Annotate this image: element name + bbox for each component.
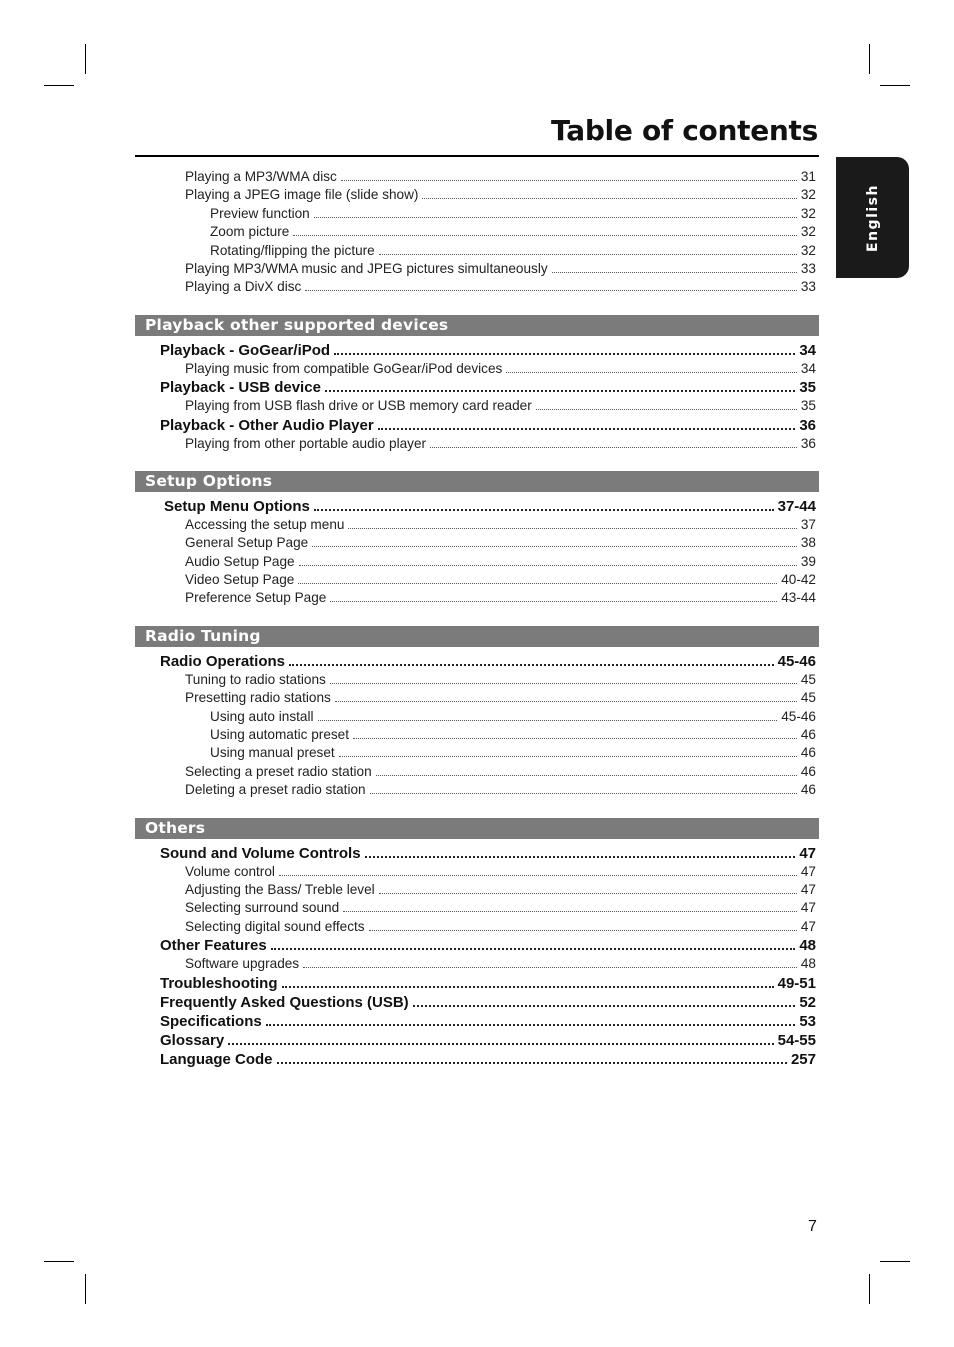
dot-leader [506,372,797,373]
toc-entry[interactable] [135,261,816,279]
toc-entry-label: Setup Menu Options [164,497,310,515]
toc-entry-label: Using manual preset [210,745,335,761]
toc-entry-page: 31 [800,169,816,184]
toc-entry-label: Selecting a preset radio station [185,763,372,779]
dot-leader [376,775,797,776]
dot-leader [370,793,797,794]
dot-leader [293,235,797,236]
dot-leader [430,447,797,448]
toc-entry[interactable] [135,919,816,937]
dot-leader [303,967,797,968]
toc-entry-page: 45-46 [781,708,816,724]
dot-leader [379,893,797,894]
toc-entry[interactable] [135,1032,816,1051]
toc-entry-page: 46 [800,782,816,798]
dot-leader [299,565,797,566]
toc-entry-page: 49-51 [777,974,816,992]
toc-entry[interactable] [135,398,816,416]
toc-entry[interactable] [135,279,816,297]
toc-entry[interactable] [135,361,816,379]
toc-entry-label: Playing MP3/WMA music and JPEG pictures simultaneously [185,260,548,276]
toc-entry[interactable] [135,224,816,242]
toc-entry-label: Tuning to radio stations [185,671,326,687]
dot-leader [422,198,796,199]
toc-entry-label: Rotating/flipping the picture [210,242,375,258]
toc-entry-label: Accessing the setup menu [185,516,345,532]
toc-entry-page: 52 [799,993,816,1011]
language-tab-label: English [864,183,881,252]
toc-entry-label: Preference Setup Page [185,590,327,606]
toc-entry-page: 33 [800,279,816,295]
toc-entry-label: Adjusting the Bass/ Treble level [185,881,375,897]
toc-entry-label: Playing a JPEG image file (slide show) [185,187,419,203]
crop-mark [869,44,870,74]
dot-leader [334,353,795,355]
toc-entry-page: 36 [799,416,816,434]
crop-mark [880,1261,910,1262]
toc-entry-label: Deleting a preset radio station [185,782,366,798]
crop-mark [44,85,74,86]
toc-entry-label: Playing from USB flash drive or USB memory card reader [185,398,532,414]
toc-entry[interactable] [135,169,816,187]
toc-entry-label: Sound and Volume Controls [160,844,361,862]
dot-leader [314,509,774,511]
toc-entry-label: Selecting digital sound effects [185,918,365,934]
toc-entry-page: 34 [800,360,816,376]
table-of-contents [135,169,819,1070]
dot-leader [312,546,797,547]
toc-entry-label: Specifications [160,1012,262,1030]
toc-entry-page: 45 [800,671,816,687]
toc-entry[interactable] [135,1051,816,1070]
toc-entry[interactable] [135,572,816,590]
toc-entry-page: 32 [800,242,816,258]
dot-leader [266,1024,796,1026]
dot-leader [305,290,797,291]
dot-leader [318,720,778,721]
toc-entry-label: Playing a DivX disc [185,279,302,295]
toc-entry[interactable] [135,745,816,763]
toc-entry-label: Playback - GoGear/iPod [160,341,331,359]
language-tab [836,157,909,278]
dot-leader [325,390,795,392]
dot-leader [353,738,797,739]
toc-entry[interactable] [135,653,816,672]
toc-entry-page: 32 [800,224,816,240]
dot-leader [379,254,797,255]
title-rule [135,155,819,157]
toc-entry[interactable] [135,1013,816,1032]
section-header: Setup Options [135,471,819,492]
toc-entry-page: 54-55 [777,1031,816,1049]
toc-entry-page: 45-46 [777,652,816,670]
toc-entry-page: 45 [800,690,816,706]
toc-entry-page: 36 [800,435,816,451]
toc-entry-label: Software upgrades [185,956,300,972]
section-header: Others [135,818,819,839]
toc-entry-label: Selecting surround sound [185,900,340,916]
toc-entry-page: 39 [800,553,816,569]
toc-entry-label: Language Code [160,1050,273,1068]
toc-entry[interactable] [135,498,816,517]
toc-entry[interactable] [135,590,816,608]
crop-mark [880,85,910,86]
toc-entry-label: Frequently Asked Questions (USB) [160,993,409,1011]
dot-leader [298,583,777,584]
toc-entry[interactable] [135,554,816,572]
dot-leader [552,272,797,273]
toc-entry[interactable] [135,900,816,918]
toc-entry-page: 47 [800,863,816,879]
toc-entry-label: Radio Operations [160,652,286,670]
toc-entry[interactable] [135,436,816,454]
toc-entry[interactable] [135,672,816,690]
toc-entry-label: Playback - Other Audio Player [160,416,374,434]
toc-entry-page: 47 [800,881,816,897]
toc-entry-label: Glossary [160,1031,225,1049]
dot-leader [277,1062,787,1064]
section-header: Radio Tuning [135,626,819,647]
toc-entry-page: 53 [799,1012,816,1030]
toc-entry[interactable] [135,417,816,436]
toc-entry-page: 34 [799,341,816,359]
toc-entry[interactable] [135,709,816,727]
dot-leader [339,756,797,757]
dot-leader [330,601,777,602]
dot-leader [279,875,797,876]
dot-leader [378,428,796,430]
toc-entry-label: Playing music from compatible GoGear/iPod devices [185,360,503,376]
toc-entry-page: 40-42 [781,572,816,588]
toc-entry-page: 48 [800,956,816,972]
toc-entry-page: 46 [800,745,816,761]
toc-entry-page: 33 [800,260,816,276]
toc-entry-page: 257 [790,1050,816,1068]
toc-entry-page: 46 [800,727,816,743]
toc-entry-page: 35 [800,398,816,414]
dot-leader [413,1005,796,1007]
toc-entry-page: 46 [800,763,816,779]
toc-entry-label: Troubleshooting [160,974,278,992]
dot-leader [365,856,796,858]
toc-entry-label: Using automatic preset [210,727,350,743]
dot-leader [271,948,796,950]
toc-entry-page: 32 [800,187,816,203]
toc-entry-label: Presetting radio stations [185,690,331,706]
crop-mark [85,1274,86,1304]
toc-entry[interactable] [135,845,816,864]
toc-entry-page: 32 [800,205,816,221]
toc-entry-page: 47 [799,844,816,862]
dot-leader [348,528,796,529]
dot-leader [228,1043,773,1045]
toc-entry-label: Playback - USB device [160,379,321,397]
toc-entry-page: 47 [800,918,816,934]
toc-entry-label: Audio Setup Page [185,553,295,569]
dot-leader [289,664,774,666]
toc-entry-label: Video Setup Page [185,572,295,588]
toc-entry-page: 37 [800,516,816,532]
toc-entry-page: 38 [800,535,816,551]
toc-entry-page: 43-44 [781,590,816,606]
toc-entry[interactable] [135,206,816,224]
toc-entry[interactable] [135,243,816,261]
crop-mark [869,1274,870,1304]
toc-entry[interactable] [135,342,816,361]
toc-entry-label: Other Features [160,937,267,955]
dot-leader [341,180,797,181]
toc-entry-label: Zoom picture [210,224,290,240]
toc-entry-page: 35 [799,379,816,397]
toc-entry[interactable] [135,517,816,535]
toc-entry[interactable] [135,782,816,800]
dot-leader [343,911,797,912]
toc-entry[interactable] [135,764,816,782]
toc-entry-label: Preview function [210,205,310,221]
dot-leader [330,683,797,684]
page-number: 7 [808,1218,817,1235]
toc-entry-label: Playing from other portable audio player [185,435,427,451]
toc-entry-label: Using auto install [210,708,314,724]
toc-entry-page: 47 [800,900,816,916]
toc-entry[interactable] [135,690,816,708]
toc-entry[interactable] [135,727,816,745]
toc-entry[interactable] [135,864,816,882]
toc-entry[interactable] [135,535,816,553]
toc-entry[interactable] [135,379,816,398]
toc-entry-label: Playing a MP3/WMA disc [185,169,337,184]
dot-leader [335,701,797,702]
toc-entry-page: 37-44 [777,497,816,515]
toc-entry-label: General Setup Page [185,535,309,551]
toc-entry-page: 48 [799,937,816,955]
toc-entry[interactable] [135,187,816,205]
dot-leader [314,217,797,218]
crop-mark [85,44,86,74]
toc-entry[interactable] [135,956,816,974]
toc-entry[interactable] [135,882,816,900]
dot-leader [536,409,797,410]
dot-leader [282,986,774,988]
toc-entry[interactable] [135,937,816,956]
section-header: Playback other supported devices [135,315,819,336]
toc-entry[interactable] [135,975,816,994]
page-title: Table of contents [551,114,818,147]
toc-entry-label: Volume control [185,863,275,879]
toc-entry[interactable] [135,994,816,1013]
crop-mark [44,1261,74,1262]
dot-leader [369,930,797,931]
